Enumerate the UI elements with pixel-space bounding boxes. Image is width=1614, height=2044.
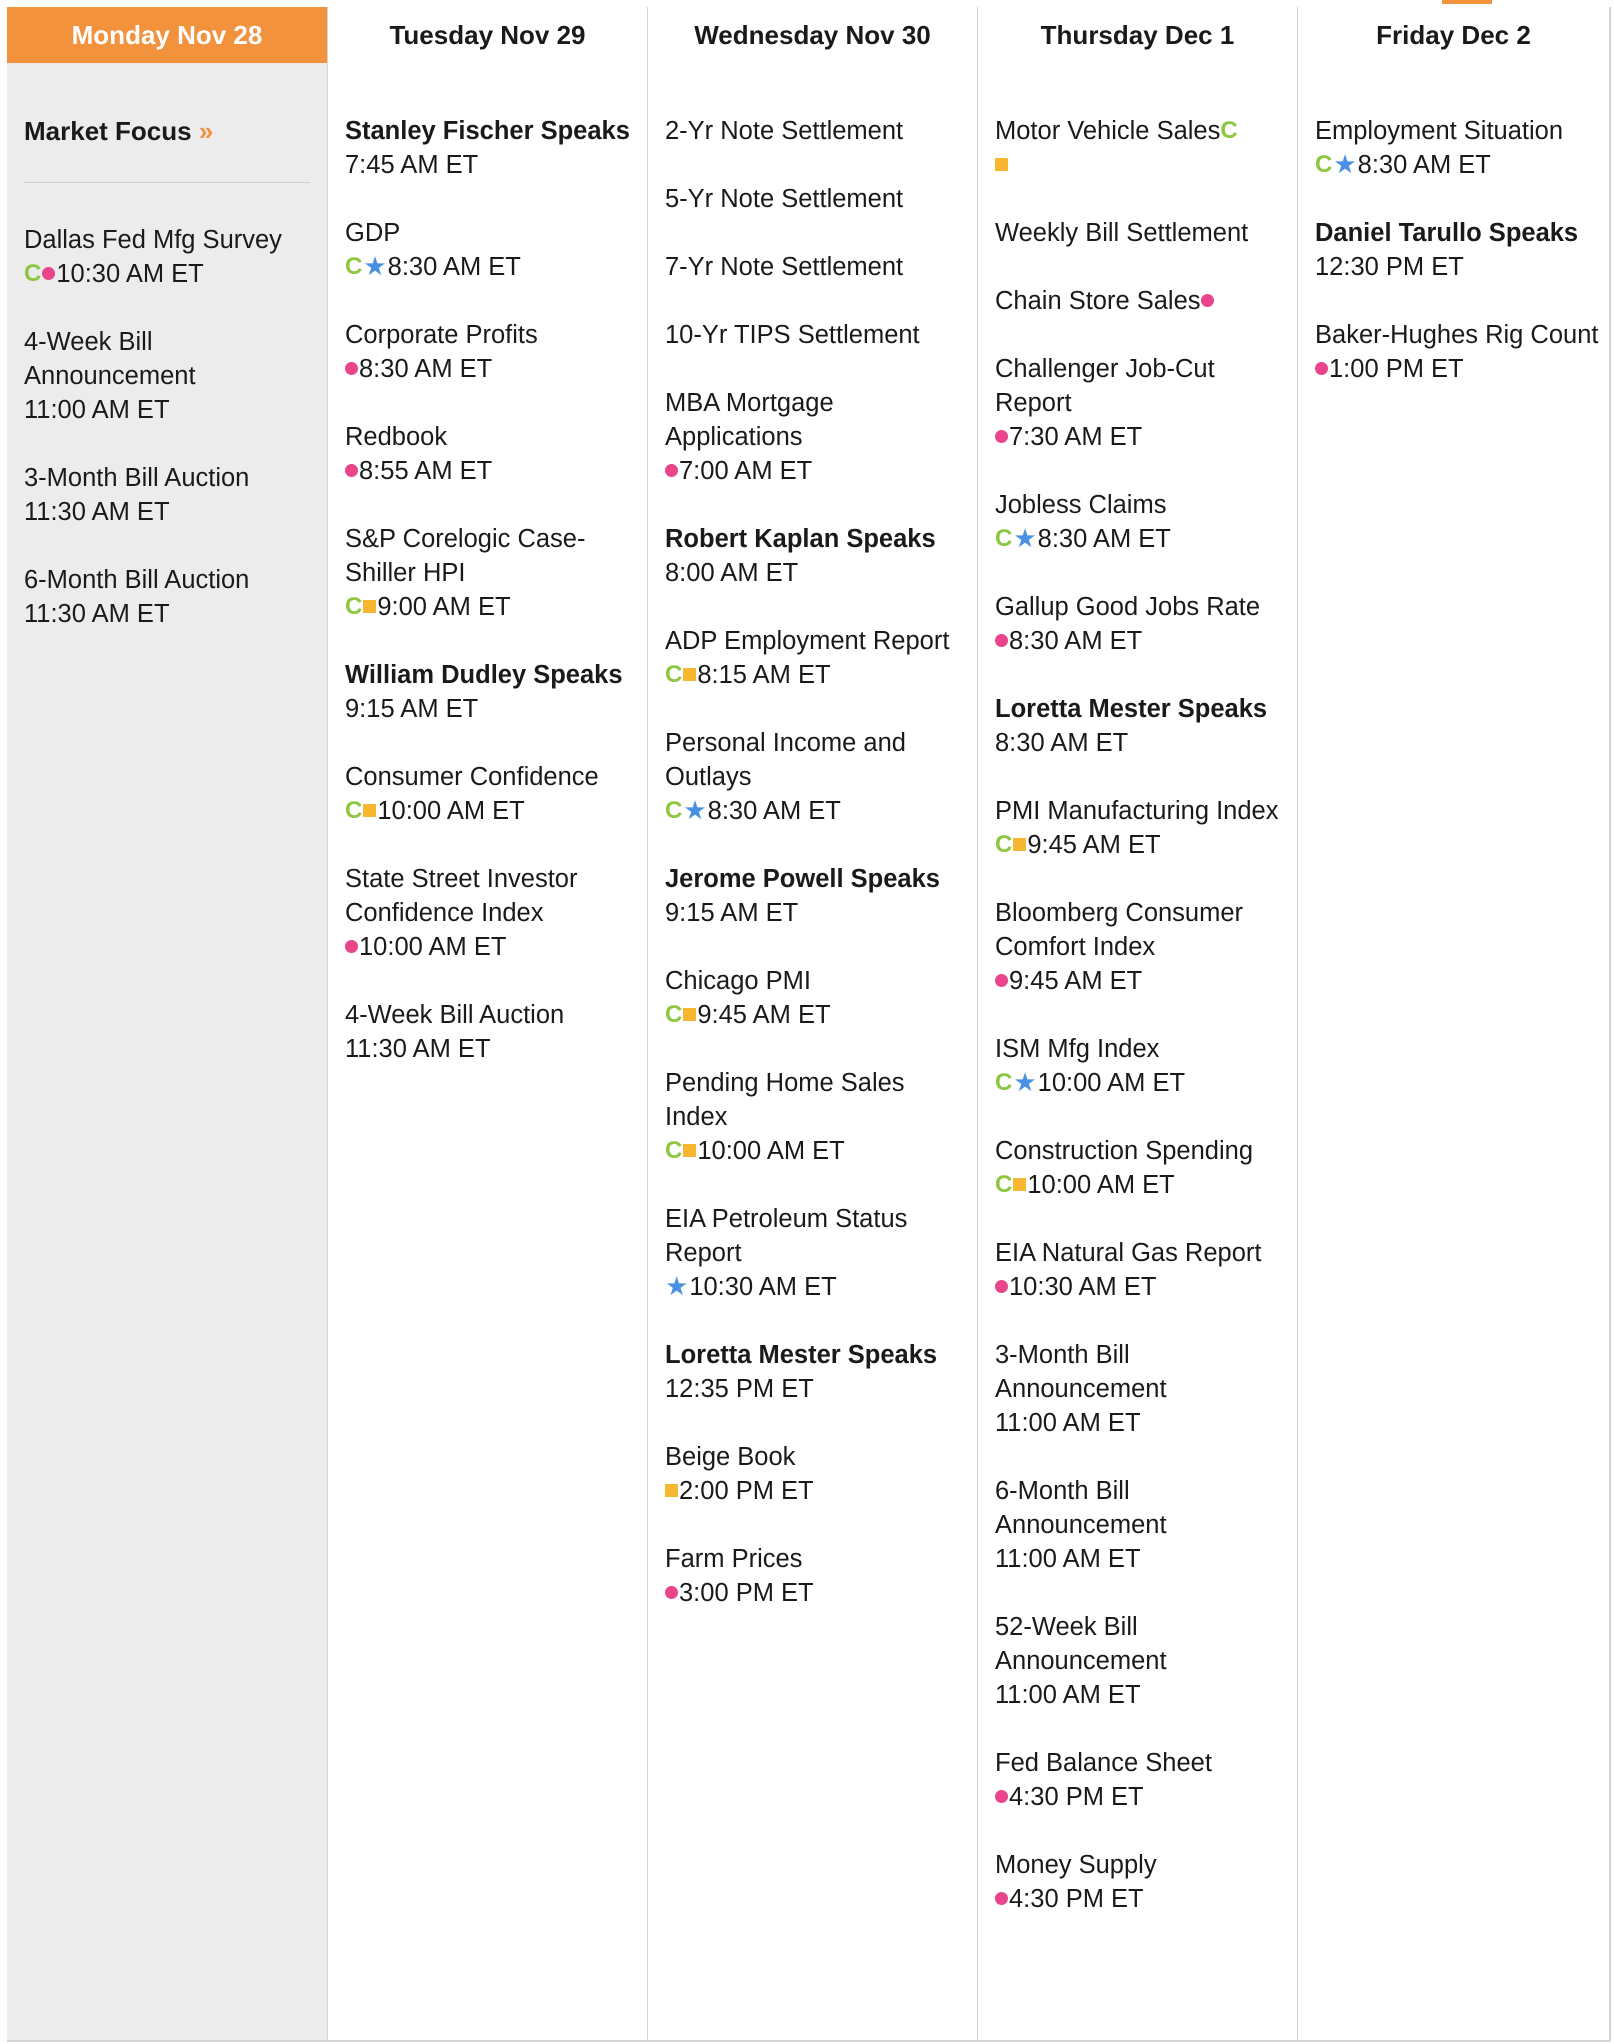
consensus-c-icon: C [345,797,363,825]
calendar-event[interactable] [345,522,647,624]
day-events [7,63,327,631]
event-time-line [665,1474,969,1508]
event-title [665,862,969,896]
event-time-line [665,1576,969,1610]
event-title [665,1202,969,1270]
event-title-text: Consumer Confidence [345,763,599,791]
consensus-c-icon: C [995,831,1013,859]
consensus-c-icon: C [1220,117,1238,145]
calendar-event[interactable] [665,250,977,284]
event-time-line [995,1882,1289,1916]
square-icon [995,158,1008,171]
event-time: 2:00 PM ET [679,1477,814,1505]
event-title [1315,216,1601,250]
event-title-text: Jerome Powell Speaks [665,865,940,893]
event-time-line [1315,352,1601,386]
event-time-line [345,1032,639,1066]
market-mover-dot-icon [995,430,1008,443]
consensus-c-icon: C [995,1069,1013,1097]
consensus-c-icon: C [1315,151,1333,179]
calendar-event[interactable] [665,624,977,692]
day-events [328,63,647,1066]
calendar-event[interactable] [995,1848,1297,1916]
event-title [665,726,969,794]
market-mover-dot-icon [345,362,358,375]
event-title [665,386,969,454]
event-time: 12:30 PM ET [1315,253,1464,281]
star-icon: ★ [363,251,387,282]
consensus-c-icon: C [665,1137,683,1165]
calendar-event[interactable] [995,1236,1297,1304]
market-mover-dot-icon [345,464,358,477]
event-title [995,1746,1289,1780]
event-time-line [345,692,639,726]
event-time: 11:00 AM ET [24,396,170,424]
day-header[interactable]: Thursday Dec 1 [1040,19,1235,50]
calendar-event[interactable] [24,461,327,529]
event-title-text: 6-Month Bill Auction [24,566,250,594]
event-time-line [665,658,969,692]
day-events [648,63,977,1610]
event-time: 4:30 PM ET [1009,1885,1144,1913]
event-title [995,488,1289,522]
event-title [345,760,639,794]
event-title [665,624,969,658]
event-title-text: Challenger Job-Cut Report [995,355,1215,417]
calendar-event[interactable] [1315,318,1609,386]
calendar-event[interactable] [24,325,327,427]
event-time: 9:15 AM ET [665,899,799,927]
market-mover-dot-icon [995,974,1008,987]
market-mover-dot-icon [995,634,1008,647]
star-icon: ★ [1013,523,1037,554]
event-time: 8:30 AM ET [359,355,493,383]
event-time-line [995,420,1289,454]
event-time: 11:00 AM ET [995,1681,1141,1709]
event-time: 8:55 AM ET [359,457,493,485]
event-title [995,352,1289,420]
event-title-text: 7-Yr Note Settlement [665,253,904,281]
event-title [995,114,1289,148]
calendar-event[interactable] [345,760,647,828]
event-title [995,284,1289,318]
day-events [1298,63,1609,386]
calendar-event[interactable] [24,223,327,291]
event-time: 10:30 AM ET [1009,1273,1157,1301]
event-time: 11:00 AM ET [995,1545,1141,1573]
event-title-text: Chicago PMI [665,967,811,995]
event-time: 3:00 PM ET [679,1579,814,1607]
event-time-line [665,1270,969,1304]
event-time-line [1315,250,1601,284]
event-title-text: Loretta Mester Speaks [995,695,1268,723]
event-title [995,1610,1289,1678]
event-time-line [665,454,969,488]
event-title [345,216,639,250]
event-title-text: Motor Vehicle Sales [995,117,1221,145]
event-time-line [345,930,639,964]
event-title-text: Construction Spending [995,1137,1254,1165]
square-icon [363,600,376,613]
market-mover-dot-icon [1315,362,1328,375]
event-title-text: 6-Month Bill Announcement [995,1477,1167,1539]
event-time-line [995,1066,1289,1100]
calendar-event[interactable] [345,658,647,726]
event-title [345,420,639,454]
market-mover-dot-icon [995,1790,1008,1803]
calendar-event[interactable] [995,1474,1297,1576]
calendar-event[interactable] [665,1066,977,1168]
event-title-text: 5-Yr Note Settlement [665,185,904,213]
calendar-event[interactable] [665,182,977,216]
event-time-line [24,393,319,427]
event-time: 10:00 AM ET [1037,1069,1186,1097]
square-icon [1013,838,1026,851]
event-time: 8:30 AM ET [1009,627,1143,655]
event-title [665,1542,969,1576]
calendar-event[interactable] [1315,216,1609,284]
event-title [24,325,319,393]
calendar-event[interactable] [1315,114,1609,182]
day-header[interactable]: Friday Dec 2 [1376,19,1531,50]
event-title [995,896,1289,964]
event-time: 10:30 AM ET [56,260,204,288]
event-time: 10:30 AM ET [689,1273,837,1301]
market-focus-label: Market Focus [24,116,192,146]
square-icon [683,1144,696,1157]
calendar-event[interactable] [995,488,1297,556]
event-time-line [345,352,639,386]
consensus-c-icon: C [995,525,1013,553]
event-time-line [24,597,319,631]
event-title-text: Farm Prices [665,1545,803,1573]
event-time-line [24,495,319,529]
event-time-line [665,556,969,590]
event-time: 8:30 AM ET [995,729,1129,757]
calendar-event[interactable] [995,794,1297,862]
event-title [24,563,319,597]
event-time-line [995,1270,1289,1304]
event-title [995,794,1289,828]
day-column [647,7,977,2040]
day-column [327,7,647,2040]
calendar-event[interactable] [665,386,977,488]
event-time: 8:30 AM ET [1037,525,1171,553]
event-time-line [995,1678,1289,1712]
event-title [665,964,969,998]
event-time-line [665,896,969,930]
square-icon [683,668,696,681]
event-title-text: State Street Investor Confidence Index [345,865,578,927]
event-time-line [24,257,319,291]
consensus-c-icon: C [345,593,363,621]
event-time-line [995,1780,1289,1814]
event-time: 12:35 PM ET [665,1375,814,1403]
event-title-text: PMI Manufacturing Index [995,797,1279,825]
event-title [995,1134,1289,1168]
calendar-event[interactable] [995,1032,1297,1100]
event-time: 10:00 AM ET [377,797,525,825]
market-focus-link[interactable] [24,114,310,183]
event-title-text: 4-Week Bill Announcement [24,328,196,390]
calendar-event[interactable] [995,216,1297,250]
calendar-event[interactable] [345,318,647,386]
event-time: 7:30 AM ET [1009,423,1143,451]
event-time: 9:00 AM ET [377,593,511,621]
event-title [665,318,969,352]
calendar-event[interactable] [345,998,647,1066]
event-title-text: Personal Income and Outlays [665,729,906,791]
event-time-line [995,148,1289,182]
event-title-text: Beige Book [665,1443,796,1471]
event-time-line [345,148,639,182]
calendar-event[interactable] [665,318,977,352]
event-time: 11:30 AM ET [345,1035,491,1063]
day-column [7,7,327,2040]
day-column [977,7,1297,2040]
consensus-c-icon: C [665,661,683,689]
active-tab-indicator [1442,0,1492,4]
event-time-line [995,726,1289,760]
event-title [345,318,639,352]
calendar-event[interactable] [345,216,647,284]
event-title-text: Corporate Profits [345,321,538,349]
event-title-text: GDP [345,219,401,247]
event-title [995,1236,1289,1270]
event-title [665,250,969,284]
event-title-text: Dallas Fed Mfg Survey [24,226,282,254]
market-mover-dot-icon [995,1280,1008,1293]
square-icon [665,1484,678,1497]
square-icon [363,804,376,817]
event-title [345,114,639,148]
event-time-line [665,1372,969,1406]
consensus-c-icon: C [665,797,683,825]
day-header[interactable]: Wednesday Nov 30 [694,19,931,50]
event-title [345,658,639,692]
event-title [1315,318,1601,352]
calendar-event[interactable] [995,1338,1297,1440]
event-title [995,1474,1289,1542]
event-title [995,692,1289,726]
calendar-event[interactable] [665,522,977,590]
event-time: 9:45 AM ET [1027,831,1161,859]
event-time: 10:00 AM ET [1027,1171,1175,1199]
calendar-event[interactable] [995,1610,1297,1712]
event-time-line [665,998,969,1032]
event-time: 9:45 AM ET [1009,967,1143,995]
event-time: 7:00 AM ET [679,457,813,485]
event-title-text: Employment Situation [1315,117,1564,145]
event-title-text: MBA Mortgage Applications [665,389,834,451]
event-time-line [995,1168,1289,1202]
event-title-text: Loretta Mester Speaks [665,1341,938,1369]
event-title-text: 3-Month Bill Announcement [995,1341,1167,1403]
event-time: 8:15 AM ET [697,661,831,689]
event-title-text: S&P Corelogic Case-Shiller HPI [345,525,586,587]
event-title-text: Weekly Bill Settlement [995,219,1249,247]
market-mover-dot-icon [995,1892,1008,1905]
event-title-text: Stanley Fischer Speaks [345,117,630,145]
event-title-text: ISM Mfg Index [995,1035,1160,1063]
event-title-text: Gallup Good Jobs Rate [995,593,1261,621]
event-time-line [995,1406,1289,1440]
event-time-line [345,590,639,624]
event-title-text: Money Supply [995,1851,1157,1879]
event-title [345,522,639,590]
event-title [995,216,1289,250]
consensus-c-icon: C [24,260,42,288]
event-time: 9:45 AM ET [697,1001,831,1029]
event-title-text: EIA Petroleum Status Report [665,1205,908,1267]
event-title [995,1032,1289,1066]
calendar-event[interactable] [665,1542,977,1610]
event-time: 11:00 AM ET [995,1409,1141,1437]
market-mover-dot-icon [42,267,55,280]
event-time-line [995,1542,1289,1576]
event-time-line [995,522,1289,556]
event-time: 9:15 AM ET [345,695,479,723]
calendar-event[interactable] [995,590,1297,658]
event-title-text: Baker-Hughes Rig Count [1315,321,1599,349]
event-title-text: Bloomberg Consumer Comfort Index [995,899,1244,961]
event-title [665,114,969,148]
event-title-text: 4-Week Bill Auction [345,1001,565,1029]
star-icon: ★ [1013,1067,1037,1098]
event-time-line [665,794,969,828]
event-title-text: 52-Week Bill Announcement [995,1613,1167,1675]
calendar-event[interactable] [665,1440,977,1508]
event-time: 1:00 PM ET [1329,355,1464,383]
market-mover-dot-icon [665,1586,678,1599]
star-icon: ★ [683,795,707,826]
event-title [345,862,639,930]
event-title-text: 3-Month Bill Auction [24,464,250,492]
calendar-event[interactable] [665,114,977,148]
event-title [995,590,1289,624]
calendar-event[interactable] [995,896,1297,998]
event-time-line [345,250,639,284]
market-mover-dot-icon [665,464,678,477]
event-title [665,1338,969,1372]
event-title-text: Jobless Claims [995,491,1167,519]
market-mover-dot-icon [345,940,358,953]
event-time: 7:45 AM ET [345,151,479,179]
calendar-event[interactable] [995,114,1297,182]
day-header[interactable]: Tuesday Nov 29 [389,19,586,50]
event-time: 4:30 PM ET [1009,1783,1144,1811]
event-title [665,182,969,216]
event-title [24,461,319,495]
event-title-text: Pending Home Sales Index [665,1069,905,1131]
event-time-line [995,624,1289,658]
event-time: 8:30 AM ET [707,797,841,825]
calendar-event[interactable] [995,284,1297,318]
market-mover-dot-icon [1201,294,1214,307]
calendar-event[interactable] [995,1746,1297,1814]
event-time-line [995,964,1289,998]
economic-calendar-week [7,7,1611,2042]
event-time-line [1315,148,1601,182]
event-title-text: 10-Yr TIPS Settlement [665,321,920,349]
consensus-c-icon: C [345,253,363,281]
event-title-text: Daniel Tarullo Speaks [1315,219,1579,247]
double-chevron-right-icon: » [198,116,214,146]
square-icon [1013,1178,1026,1191]
event-time-line [995,828,1289,862]
event-title [1315,114,1601,148]
event-time: 8:30 AM ET [387,253,521,281]
event-title-text: Redbook [345,423,448,451]
event-time: 11:30 AM ET [24,498,170,526]
consensus-c-icon: C [665,1001,683,1029]
event-title-text: EIA Natural Gas Report [995,1239,1262,1267]
star-icon: ★ [665,1271,689,1302]
calendar-event[interactable] [345,114,647,182]
event-title [665,1066,969,1134]
event-title [345,998,639,1032]
calendar-event[interactable] [665,862,977,930]
event-time: 8:00 AM ET [665,559,799,587]
square-icon [683,1008,696,1021]
event-time-line [345,794,639,828]
calendar-event[interactable] [995,352,1297,454]
event-time: 11:30 AM ET [24,600,170,628]
event-title-text: Fed Balance Sheet [995,1749,1212,1777]
calendar-event[interactable] [995,692,1297,760]
calendar-event[interactable] [665,726,977,828]
day-header[interactable]: Monday Nov 28 [7,7,327,63]
calendar-event[interactable] [345,862,647,964]
event-time-line [665,1134,969,1168]
calendar-event[interactable] [24,563,327,631]
event-title [995,1848,1289,1882]
calendar-event[interactable] [995,1134,1297,1202]
event-title [665,522,969,556]
calendar-event[interactable] [665,1202,977,1304]
event-title-text: 2-Yr Note Settlement [665,117,904,145]
event-time: 10:00 AM ET [359,933,507,961]
event-title-text: ADP Employment Report [665,627,950,655]
event-time: 8:30 AM ET [1357,151,1491,179]
event-title-text: Robert Kaplan Speaks [665,525,936,553]
calendar-event[interactable] [665,1338,977,1406]
event-title-text: Chain Store Sales [995,287,1201,315]
event-title-text: William Dudley Speaks [345,661,623,689]
event-time-line [345,454,639,488]
consensus-c-icon: C [995,1171,1013,1199]
day-column [1297,7,1609,2040]
day-events [978,63,1297,1916]
calendar-event[interactable] [345,420,647,488]
event-title [995,1338,1289,1406]
star-icon: ★ [1333,149,1357,180]
calendar-event[interactable] [665,964,977,1032]
event-title [24,223,319,257]
event-time: 10:00 AM ET [697,1137,845,1165]
event-title [665,1440,969,1474]
